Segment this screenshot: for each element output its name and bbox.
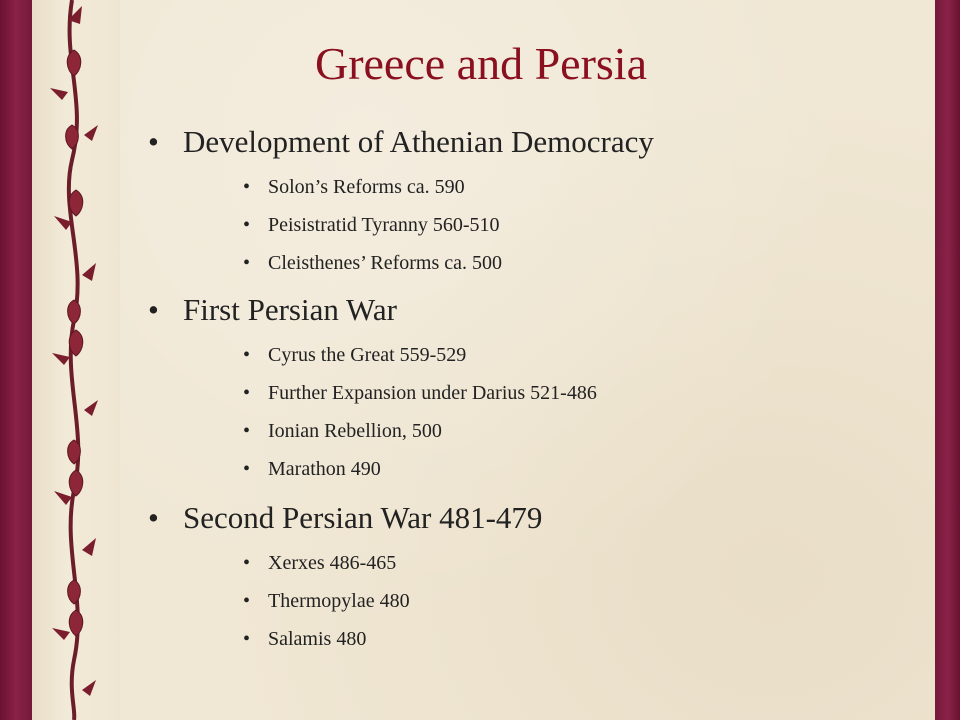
bullet-icon: • bbox=[243, 552, 251, 574]
bullet-heading-first-war bbox=[148, 290, 397, 330]
sub-bullet-solon bbox=[243, 174, 465, 200]
bullet-icon: • bbox=[243, 628, 251, 650]
sub-bullet-darius bbox=[243, 380, 597, 406]
heading-text: First Persian War bbox=[183, 292, 397, 327]
bullet-icon: • bbox=[243, 458, 251, 480]
left-border bbox=[0, 0, 32, 720]
bullet-icon: • bbox=[243, 420, 251, 442]
item-text: Ionian Rebellion, 500 bbox=[268, 420, 442, 442]
item-text: Xerxes 486-465 bbox=[268, 552, 397, 574]
bullet-icon: • bbox=[148, 292, 159, 327]
heading-text: Development of Athenian Democracy bbox=[183, 124, 654, 159]
item-text: Salamis 480 bbox=[268, 628, 367, 650]
bullet-icon: • bbox=[243, 344, 251, 366]
ornament-strip bbox=[32, 0, 120, 720]
item-text: Marathon 490 bbox=[268, 458, 381, 480]
bullet-icon: • bbox=[243, 252, 251, 274]
vine-ornament-icon bbox=[32, 0, 120, 720]
bullet-icon: • bbox=[243, 176, 251, 198]
bullet-icon: • bbox=[243, 382, 251, 404]
right-border bbox=[935, 0, 960, 720]
bullet-heading-democracy bbox=[148, 122, 654, 162]
sub-bullet-ionian bbox=[243, 418, 442, 444]
item-text: Peisistratid Tyranny 560-510 bbox=[268, 214, 500, 236]
sub-bullet-thermopylae bbox=[243, 588, 410, 614]
bullet-icon: • bbox=[148, 500, 159, 535]
sub-bullet-cleisthenes bbox=[243, 250, 502, 276]
sub-bullet-cyrus bbox=[243, 342, 466, 368]
heading-text: Second Persian War 481-479 bbox=[183, 500, 543, 535]
bullet-heading-second-war bbox=[148, 498, 542, 538]
slide-title: Greece and Persia bbox=[314, 38, 648, 89]
bullet-icon: • bbox=[243, 590, 251, 612]
item-text: Thermopylae 480 bbox=[268, 590, 410, 612]
bullet-icon: • bbox=[148, 124, 159, 159]
sub-bullet-marathon bbox=[243, 456, 381, 482]
item-text: Solon’s Reforms ca. 590 bbox=[268, 176, 465, 198]
item-text: Cleisthenes’ Reforms ca. 500 bbox=[268, 252, 503, 274]
sub-bullet-salamis bbox=[243, 626, 366, 652]
item-text: Further Expansion under Darius 521-486 bbox=[268, 382, 597, 404]
sub-bullet-xerxes bbox=[243, 550, 396, 576]
item-text: Cyrus the Great 559-529 bbox=[268, 344, 467, 366]
sub-bullet-peisistratid bbox=[243, 212, 500, 238]
bullet-icon: • bbox=[243, 214, 251, 236]
